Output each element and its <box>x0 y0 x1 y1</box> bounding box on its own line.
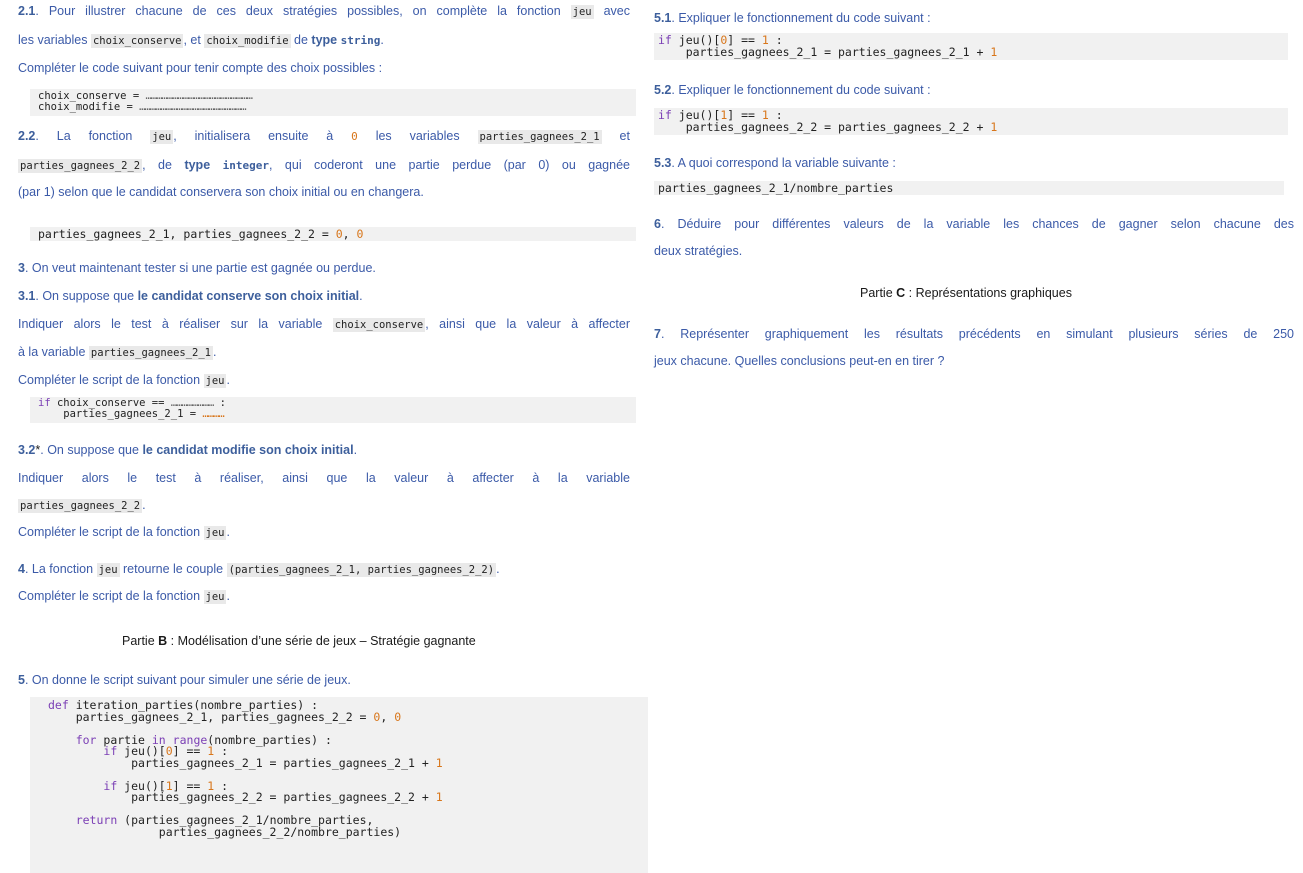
q7-line1: 7. Représenter graphiquement les résultats précédents en simulant plusieurs séries de 250 <box>654 327 1294 341</box>
partie-c-heading: Partie C : Représentations graphiques <box>860 286 1072 300</box>
code-block-51: if jeu()[0] == 1 : parties_gagnees_2_1 = parties_gagnees_2_1 + 1 <box>654 33 1288 60</box>
q31-line1: 3.1. On suppose que le candidat conserve son choix initial. <box>18 289 363 303</box>
q3-line: 3. On veut maintenant tester si une partie est gagnée ou perdue. <box>18 261 376 275</box>
q53-line: 5.3. A quoi correspond la variable suivante : <box>654 156 896 170</box>
code-block-init: parties_gagnees_2_1, parties_gagnees_2_2 = 0, 0 <box>30 227 636 241</box>
q7-line2: jeux chacune. Quelles conclusions peut-en en tirer ? <box>654 354 945 368</box>
q31-line3: à la variable parties_gagnees_2_1 . <box>18 345 217 359</box>
q22-line2: parties_gagnees_2_2 , de type integer, qui coderont une partie perdue (par 0) ou gagnée <box>20 158 630 172</box>
code-block-52: if jeu()[1] == 1 : parties_gagnees_2_2 = parties_gagnees_2_2 + 1 <box>654 108 1288 135</box>
q31-line4: Compléter le script de la fonction jeu . <box>18 373 230 387</box>
code-block-iteration: def iteration_parties(nombre_parties) : parties_gagnees_2_1, parties_gagnees_2_2 = 0, 0 for partie in range(nombre_parties) : if jeu()[0] == 1 : parties_gagnees_2_1 = parties_gagnees_2_1 + 1 if jeu()[1] == 1 : parties_gagnees_2_2 = parties_gagnees_2_2 + 1 return (parties_gagnees_2_1/nombre_parties, parties_gagnees_2_2/nombre_parties) <box>30 697 648 873</box>
q21-line2: les variables choix_conserve , et choix_modifie de type string. <box>18 33 384 47</box>
q52-line: 5.2. Expliquer le fonctionnement du code suivant : <box>654 83 931 97</box>
q4-line2: Compléter le script de la fonction jeu . <box>18 589 230 603</box>
code-block-test: if choix_conserve == …………………… : parties_gagnees_2_1 = ………… <box>30 397 636 423</box>
q31-line2: Indiquer alors le test à réaliser sur la variable choix_conserve , ainsi que la valeur à affecter <box>18 317 630 331</box>
q32-line1: 3.2*. On suppose que le candidat modifie son choix initial. <box>18 443 358 457</box>
q21-line1: 2.1. Pour illustrer chacune de ces deux stratégies possibles, on complète la fonction jeu avec <box>18 4 630 18</box>
code-block-53: parties_gagnees_2_1/nombre_parties <box>654 181 1284 195</box>
q4-line1: 4. La fonction jeu retourne le couple (parties_gagnees_2_1, parties_gagnees_2_2) . <box>18 562 500 576</box>
q22-line3: (par 1) selon que le candidat conservera son choix initial ou en changera. <box>18 185 424 199</box>
q51-line: 5.1. Expliquer le fonctionnement du code suivant : <box>654 11 931 25</box>
q32-line4: Compléter le script de la fonction jeu . <box>18 525 230 539</box>
q32-line2: Indiquer alors le test à réaliser, ainsi que la valeur à affecter à la variable <box>18 471 630 485</box>
code-block-choix: choix_conserve = …………………………………………………… choix_modifie = …………………………………………………… <box>30 89 636 116</box>
inline-code: jeu <box>572 6 592 18</box>
q21-line3: Compléter le code suivant pour tenir compte des choix possibles : <box>18 61 383 75</box>
q5-line: 5. On donne le script suivant pour simuler une série de jeux. <box>18 673 351 687</box>
q32-line3: parties_gagnees_2_2 . <box>20 498 146 512</box>
q6-line2: deux stratégies. <box>654 244 743 258</box>
q6-line1: 6. Déduire pour différentes valeurs de la variable les chances de gagner selon chacune des <box>654 217 1294 231</box>
q22-line1: 2.2. La fonction jeu , initialisera ensuite à 0 les variables parties_gagnees_2_1 et <box>18 129 630 143</box>
partie-b-heading: Partie B : Modélisation d’une série de jeux – Stratégie gagnante <box>122 634 476 648</box>
